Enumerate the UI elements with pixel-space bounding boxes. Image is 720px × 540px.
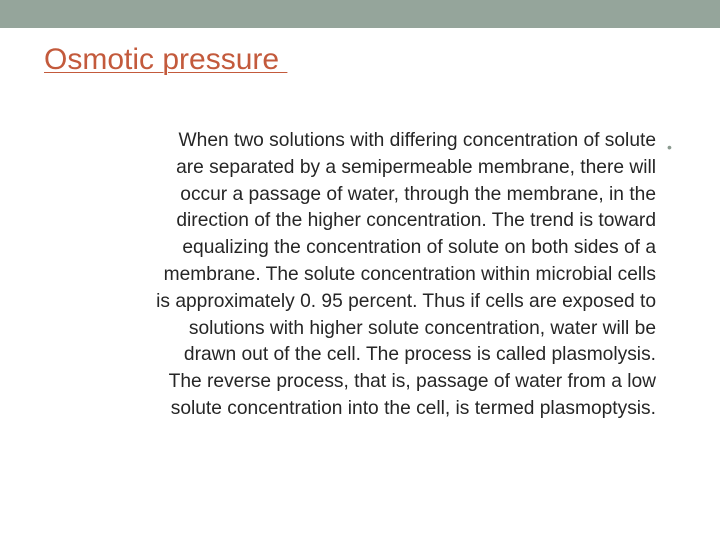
body-paragraph	[30, 128, 656, 423]
top-bar	[0, 0, 720, 28]
paragraph-line: membrane. The solute concentration within microbial cells	[163, 263, 656, 285]
paragraph-line: The reverse process, that is, passage of water from a low	[168, 371, 656, 393]
paragraph-line: equalizing the concentration of solute on both sides of a	[182, 237, 656, 259]
paragraph-line: is approximately 0. 95 percent. Thus if cells are exposed to	[156, 290, 656, 312]
paragraph-line: direction of the higher concentration. The trend is toward	[176, 210, 656, 232]
bullet-marker: •	[667, 139, 672, 155]
slide-title: Osmotic pressure	[44, 43, 288, 76]
paragraph-line: drawn out of the cell. The process is called plasmolysis.	[183, 344, 656, 366]
paragraph-line: solutions with higher solute concentration, water will be	[188, 317, 656, 339]
paragraph-line: solute concentration into the cell, is termed plasmoptysis.	[170, 397, 656, 419]
paragraph-line: are separated by a semipermeable membrane, there will	[176, 156, 656, 178]
paragraph-line: occur a passage of water, through the membrane, in the	[180, 183, 656, 205]
paragraph-line: When two solutions with differing concentration of solute	[178, 130, 656, 151]
